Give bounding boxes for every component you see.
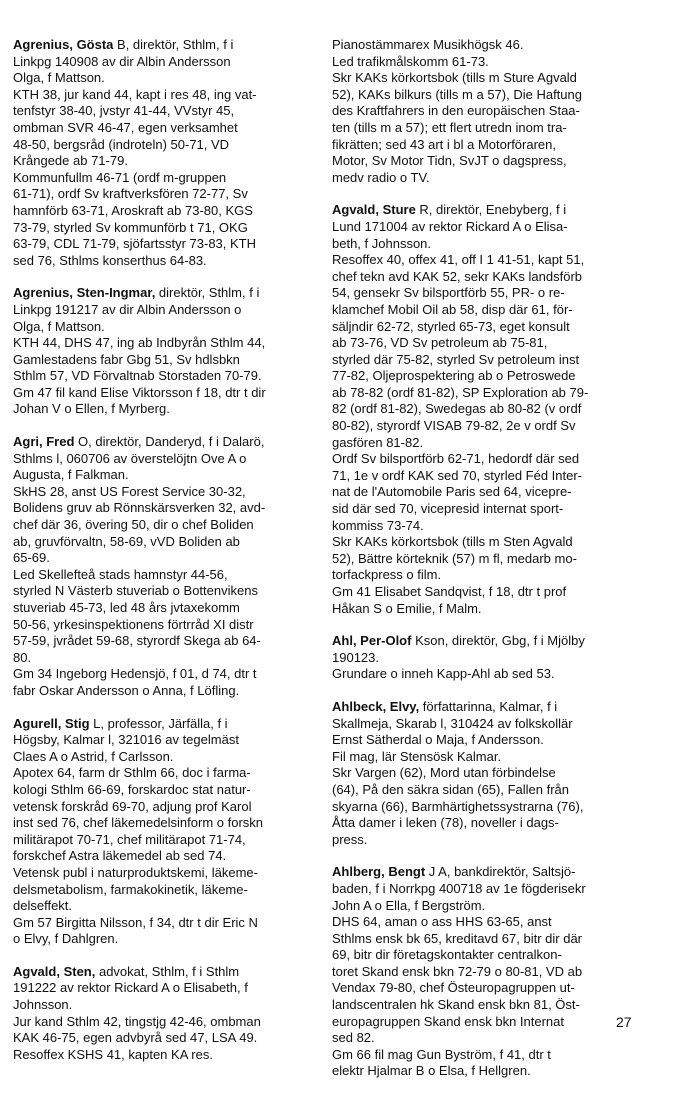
entry-line: 77-82, Oljeprospektering ab o Petroswede — [332, 368, 576, 384]
entry-line: 80. — [13, 649, 32, 665]
entry-name: Ahlbeck, Elvy, — [332, 698, 420, 714]
left-column — [13, 37, 313, 1079]
biography-entry — [13, 434, 313, 700]
entry-line: landscentralen hk Skand ensk bkn 81, Öst- — [332, 997, 580, 1013]
entry-line: Jur kand Sthlm 42, tingstjg 42-46, ombman — [13, 1013, 261, 1029]
entry-line: delseffekt. — [13, 898, 73, 914]
entry-text: B, direktör, Sthlm, f i — [113, 37, 234, 52]
entry-line: press. — [332, 831, 368, 847]
entry-line: 57-59, jvrådet 59-68, styrordf Skega ab 64- — [13, 633, 261, 649]
entry-line — [13, 716, 313, 733]
entry-line: Fil mag, lär Stensösk Kalmar. — [332, 748, 502, 764]
entry-line: 82 (ordf 81-82), Swedegas ab 80-82 (v ordf — [332, 401, 582, 417]
entry-line: kommiss 73-74. — [332, 517, 424, 533]
entry-line: KTH 44, DHS 47, ing ab Indbyrån Sthlm 44, — [13, 335, 266, 351]
entry-line: Gamlestadens fabr Gbg 51, Sv hdlsbkn — [13, 351, 240, 367]
entry-line: sed 82. — [332, 1030, 375, 1046]
entry-line: inst sed 76, chef läkemedelsinform o forskn — [13, 815, 264, 831]
entry-line: säljndir 62-72, styrled 65-73, eget konsult — [332, 318, 570, 334]
entry-line: skyarna (66), Barmhärtighetssystrarna (76), — [332, 798, 584, 814]
entry-line: Olga, f Mattson. — [13, 70, 105, 86]
entry-line: Vendax 79-80, chef Östeuropagruppen ut- — [332, 980, 575, 996]
entry-line: Augusta, f Falkman. — [13, 467, 129, 483]
entry-line: kologi Sthlm 66-69, forskardoc stat natur- — [13, 781, 251, 797]
entry-text: J A, bankdirektör, Saltsjö- — [425, 864, 576, 880]
entry-line: Gm 47 fil kand Elise Viktorsson f 18, dtr t dir — [13, 384, 266, 400]
entry-line: beth, f Johnsson. — [332, 235, 432, 251]
entry-line: DHS 64, aman o ass HHS 63-65, anst — [332, 914, 552, 930]
biography-entry — [13, 716, 313, 948]
entry-name: Agri, Fred — [13, 434, 75, 450]
entry-line — [13, 964, 313, 981]
entry-line: militärapot 70-71, chef militärapot 71-74, — [13, 831, 246, 847]
entry-line: torfackpress o film. — [332, 567, 442, 583]
entry-line: styrled N Västerb stuveriab o Bottenvikens — [13, 583, 258, 599]
entry-line: toret Skand ensk bkn 72-79 o 80-81, VD ab — [332, 963, 583, 979]
entry-line: 52), KAKs bilkurs (tills m a 57), Die Haftung — [332, 86, 582, 102]
entry-line: 48-50, bergsråd (indroteln) 50-71, VD — [13, 136, 230, 152]
entry-line: forskchef Astra läkemedel ab sed 74. — [13, 848, 227, 864]
entry-name: Ahl, Per-Olof — [332, 633, 412, 649]
entry-line: Lund 171004 av rektor Rickard A o Elisa- — [332, 218, 568, 234]
entry-line: Pianostämmarex Musikhögsk 46. — [332, 37, 524, 52]
entry-line: stuveriab 45-73, led 48 års jvtaxekomm — [13, 600, 240, 615]
entry-line: Krångede ab 71-79. — [13, 153, 128, 169]
entry-line: 190123. — [332, 649, 379, 665]
entry-line: Skallmeja, Skarab l, 310424 av folkskollär — [332, 715, 573, 731]
entry-line: 191222 av rektor Rickard A o Elisabeth, f — [13, 980, 248, 996]
entry-line — [332, 202, 632, 219]
entry-line: ab 78-82 (ordf 81-82), SP Exploration ab 79- — [332, 384, 589, 400]
entry-line: 71, 1e v ordf KAK sed 70, styrled Féd Inter- — [332, 467, 583, 483]
biography-entry — [13, 285, 313, 418]
entry-line: SkHS 28, anst US Forest Service 30-32, — [13, 483, 246, 499]
entry-line: Sthlms l, 060706 av överstelöjtn Ove A o — [13, 450, 247, 466]
entry-line: Vetensk publ i naturproduktskemi, läkeme- — [13, 864, 258, 880]
entry-line: Högsby, Kalmar l, 321016 av tegelmäst — [13, 732, 239, 748]
entry-text: L, professor, Järfälla, f i — [89, 715, 228, 731]
entry-line: Led trafikmålskomm 61-73. — [332, 53, 489, 69]
entry-line: europagruppen Skand ensk bkn Internat — [332, 1013, 565, 1029]
entry-line: chef där 36, övering 50, dir o chef Boliden — [13, 517, 254, 533]
entry-line — [13, 285, 313, 302]
entry-name: Agrenius, Sten-Ingmar, — [13, 285, 156, 301]
entry-line: 63-79, CDL 71-79, sjöfartsstyr 73-83, KTH — [13, 236, 257, 252]
entry-line: styrled där 75-82, styrled Sv petroleum inst — [332, 351, 580, 367]
entry-text: författarinna, Kalmar, f i — [419, 698, 558, 714]
entry-line: des Kraftfahrers in den europäischen Staa- — [332, 103, 580, 119]
entry-line: sed 76, Sthlms konserthus 64-83. — [13, 252, 207, 268]
entry-line — [13, 37, 313, 54]
entry-line: 65-69. — [13, 550, 50, 566]
entry-line: fikrätten; sed 43 art i bl a Motorföraren, — [332, 136, 556, 152]
entry-line — [332, 864, 632, 881]
entry-line: fabr Oskar Andersson o Anna, f Löfling. — [13, 682, 240, 698]
entry-line: nat de l'Automobile Paris sed 64, vicepre- — [332, 484, 572, 500]
entry-line: Led Skellefteå stads hamnstyr 44-56, — [13, 566, 228, 582]
entry-line: ab, gruvförvaltn, 58-69, vVD Boliden ab — [13, 533, 240, 549]
page-number: 27 — [616, 1014, 632, 1030]
right-column — [332, 37, 632, 1096]
entry-line: Ernst Sätherdal o Maja, f Andersson. — [332, 732, 544, 748]
entry-line — [332, 633, 632, 650]
entry-line: Skr KAKs körkortsbok (tills m Sten Agvald — [332, 534, 573, 550]
entry-line: 69, bitr dir företagskontakter centralkon- — [332, 947, 562, 963]
entry-line: Johan V o Ellen, f Myrberg. — [13, 401, 170, 417]
entry-line: delsmetabolism, farmakokinetik, läkeme- — [13, 881, 248, 897]
entry-text: advokat, Sthlm, f i Sthlm — [95, 963, 240, 979]
entry-line: vetensk forskråd 69-70, adjung prof Karol — [13, 798, 252, 814]
biography-entry — [332, 699, 632, 848]
entry-line: Linkpg 191217 av dir Albin Andersson o — [13, 301, 242, 317]
entry-name: Agrenius, Gösta — [13, 37, 114, 52]
entry-line: 54, gensekr Sv bilsportförb 55, PR- o re- — [332, 285, 565, 301]
entry-line: Resoffex KSHS 41, kapten KA res. — [13, 1046, 213, 1062]
entry-line: KAK 46-75, egen advbyrå sed 47, LSA 49. — [13, 1030, 258, 1046]
entry-line: John A o Ella, f Bergström. — [332, 897, 486, 913]
entry-line: chef tekn avd KAK 52, sekr KAKs landsförb — [332, 268, 583, 284]
entry-line: Ordf Sv bilsportförb 62-71, hedordf där sed — [332, 451, 580, 467]
entry-line: (64), På den säkra sidan (65), Fallen från — [332, 781, 570, 797]
entry-name: Agurell, Stig — [13, 715, 90, 731]
entry-line: klamchef Mobil Oil ab 58, disp där 61, för- — [332, 301, 573, 317]
entry-text: direktör, Sthlm, f i — [155, 285, 260, 301]
entry-line: hamnförb 63-71, Aroskraft ab 73-80, KGS — [13, 202, 253, 218]
entry-line: 80-82), styrordf VISAB 79-82, 2e v ordf Sv — [332, 418, 576, 434]
entry-line: Gm 41 Elisabet Sandqvist, f 18, dtr t prof — [332, 584, 567, 599]
entry-line: Kommunfullm 46-71 (ordf m-gruppen — [13, 169, 227, 185]
entry-line: Skr Vargen (62), Mord utan förbindelse — [332, 765, 556, 781]
entry-line: Sthlm 57, VD Förvaltnab Storstaden 70-79. — [13, 368, 262, 384]
entry-line: Håkan S o Emilie, f Malm. — [332, 600, 482, 616]
entry-text: O, direktör, Danderyd, f i Dalarö, — [74, 434, 265, 450]
biography-entry — [332, 633, 632, 683]
entry-line: Bolidens gruv ab Rönnskärsverken 32, avd- — [13, 500, 266, 516]
entry-line: 61-71), ordf Sv kraftverksfören 72-77, Sv — [13, 186, 248, 202]
entry-line: Grundare o inneh Kapp-Ahl ab sed 53. — [332, 666, 555, 682]
entry-line: KTH 38, jur kand 44, kapt i res 48, ing vat- — [13, 86, 257, 102]
entry-line: tenfstyr 38-40, jvstyr 41-44, VVstyr 45, — [13, 103, 235, 119]
entry-line: Johnsson. — [13, 997, 73, 1013]
entry-line: Linkpg 140908 av dir Albin Andersson — [13, 53, 231, 69]
entry-line: Claes A o Astrid, f Carlsson. — [13, 748, 174, 764]
entry-line: Apotex 64, farm dr Sthlm 66, doc i farma- — [13, 765, 251, 781]
entry-line: baden, f i Norrkpg 400718 av 1e fögderisekr — [332, 880, 586, 896]
entry-line: 50-56, yrkesinspektionens förtrråd XI distr — [13, 616, 254, 632]
entry-line — [332, 699, 632, 716]
entry-line: Gm 57 Birgitta Nilsson, f 34, dtr t dir Eric N — [13, 914, 258, 930]
entry-name: Agvald, Sture — [332, 202, 416, 218]
entry-text: Kson, direktör, Gbg, f i Mjölby — [411, 633, 585, 649]
biography-entry — [332, 864, 632, 1080]
entry-line: medv radio o TV. — [332, 169, 430, 185]
entry-line: o Elvy, f Dahlgren. — [13, 931, 119, 947]
entry-line: Olga, f Mattson. — [13, 318, 105, 334]
entry-line: elektr Hjalmar B o Elsa, f Hellgren. — [332, 1063, 531, 1079]
entry-line: Resoffex 40, offex 41, off I 1 41-51, kapt 51, — [332, 252, 585, 268]
biography-entry — [332, 202, 632, 617]
entry-line: Gm 34 Ingeborg Hedensjö, f 01, d 74, dtr t — [13, 666, 257, 682]
entry-text: R, direktör, Enebyberg, f i — [415, 202, 567, 218]
entry-line — [13, 434, 313, 451]
entry-line: Gm 66 fil mag Gun Byström, f 41, dtr t — [332, 1046, 551, 1062]
entry-line: sid där sed 70, vicepresid internat sport- — [332, 501, 564, 517]
entry-line: ombman SVR 46-47, egen verksamhet — [13, 119, 238, 135]
entry-line: ten (tills m a 57); ett flert utredn inom tra- — [332, 119, 567, 135]
entry-name: Agvald, Sten, — [13, 963, 96, 979]
biography-entry — [332, 37, 632, 186]
biography-entry — [13, 37, 313, 269]
entry-line: Skr KAKs körkortsbok (tills m Sture Agvald — [332, 70, 577, 86]
entry-line: Sthlms ensk bk 65, kreditavd 67, bitr dir där — [332, 930, 583, 946]
entry-line: Åtta damer i leken (78), noveller i dags- — [332, 815, 559, 831]
entry-line: 73-79, styrled Sv kommunförb t 71, OKG — [13, 219, 248, 235]
entry-name: Ahlberg, Bengt — [332, 864, 426, 880]
biography-entry — [13, 964, 313, 1064]
entry-line: Motor, Sv Motor Tidn, SvJT o dagspress, — [332, 153, 567, 169]
entry-line: 52), Bättre körteknik (57) m fl, medarb mo- — [332, 550, 577, 566]
entry-line: gasfören 81-82. — [332, 434, 424, 450]
entry-line: ab 73-76, VD Sv petroleum ab 75-81, — [332, 335, 548, 351]
